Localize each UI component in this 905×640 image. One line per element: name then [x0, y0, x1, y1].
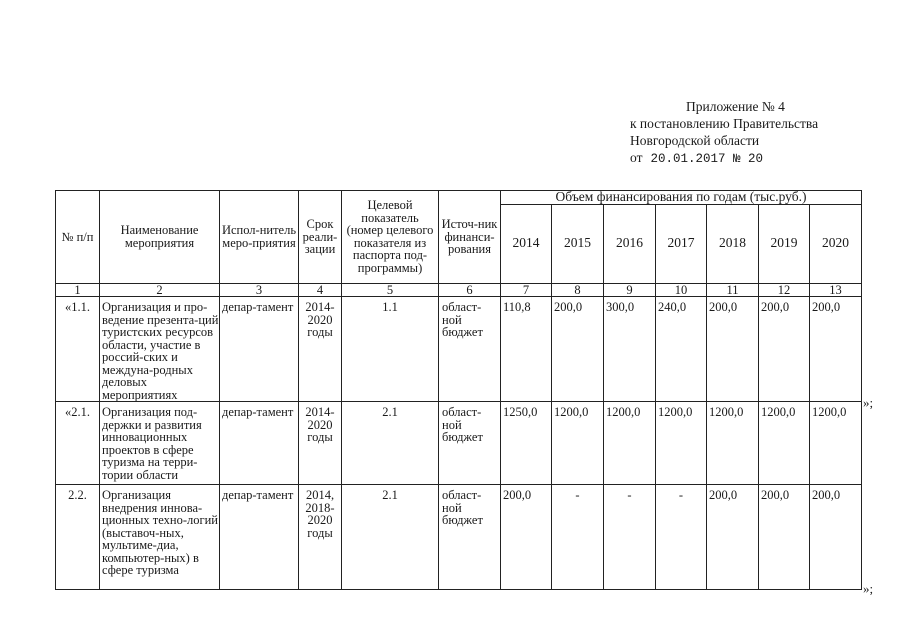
- row-name: Организация под-держки и развития инновационных проектов в сфере туризма на терри-тории области: [100, 402, 220, 485]
- row-executor: депар-тамент: [220, 297, 299, 402]
- row-term: 2014, 2018-2020 годы: [299, 485, 342, 590]
- col-header-num: № п/п: [56, 191, 100, 284]
- row-term: 2014-2020 годы: [299, 402, 342, 485]
- funding-value: 1200,0: [707, 402, 759, 485]
- funding-value: 200,0: [759, 297, 810, 402]
- row-indicator: 1.1: [342, 297, 439, 402]
- col-header-source: Источ-ник финанси-рования: [439, 191, 501, 284]
- appendix-title: Приложение № 4: [686, 99, 785, 114]
- column-number-row: [56, 283, 862, 297]
- funding-table: [55, 190, 862, 590]
- year-header: 2015: [552, 204, 604, 283]
- funding-value: 200,0: [810, 297, 862, 402]
- year-header: 2017: [656, 204, 707, 283]
- closing-quote-mark: »;: [863, 395, 874, 410]
- year-header: 2014: [501, 204, 552, 283]
- column-number: 5: [342, 283, 439, 297]
- funding-value: 1200,0: [656, 402, 707, 485]
- col-header-name: Наименование мероприятия: [100, 191, 220, 284]
- column-number: 3: [220, 283, 299, 297]
- row-number: «2.1.: [56, 402, 100, 485]
- year-header: 2016: [604, 204, 656, 283]
- row-number: 2.2.: [56, 485, 100, 590]
- column-number: 2: [100, 283, 220, 297]
- funding-value: 1200,0: [604, 402, 656, 485]
- appendix-region: Новгородской области: [630, 133, 760, 148]
- appendix-header: [630, 98, 818, 168]
- funding-value: 110,8: [501, 297, 552, 402]
- col-header-executor: Испол-нитель меро-приятия: [220, 191, 299, 284]
- year-header: 2020: [810, 204, 862, 283]
- funding-value: 1250,0: [501, 402, 552, 485]
- funding-value: 200,0: [552, 297, 604, 402]
- header-row-top: [56, 191, 862, 205]
- column-number: 12: [759, 283, 810, 297]
- column-number: 9: [604, 283, 656, 297]
- column-number: 4: [299, 283, 342, 297]
- date-prefix: от: [630, 150, 643, 165]
- column-number: 6: [439, 283, 501, 297]
- table-row: [56, 485, 862, 590]
- funding-value: 1200,0: [552, 402, 604, 485]
- funding-value: 1200,0: [759, 402, 810, 485]
- col-header-funding: Объем финансирования по годам (тыс.руб.): [501, 191, 862, 205]
- appendix-date: [630, 149, 818, 168]
- row-indicator: 2.1: [342, 402, 439, 485]
- row-term: 2014-2020 годы: [299, 297, 342, 402]
- column-number: 10: [656, 283, 707, 297]
- closing-quote-mark: »;: [863, 581, 874, 596]
- row-source: област-ной бюджет: [439, 402, 501, 485]
- funding-value: 200,0: [759, 485, 810, 590]
- date-value: 20.01.2017 № 20: [650, 152, 764, 166]
- year-header: 2019: [759, 204, 810, 283]
- row-name: Организация и про-ведение презента-ций туристских ресурсов области, участие в россий-ских и междуна-родных деловых мероприятиях: [100, 297, 220, 402]
- column-number: 13: [810, 283, 862, 297]
- column-number: 8: [552, 283, 604, 297]
- funding-value: 200,0: [810, 485, 862, 590]
- column-number: 11: [707, 283, 759, 297]
- funding-value: -: [552, 485, 604, 590]
- funding-value: 1200,0: [810, 402, 862, 485]
- row-number: «1.1.: [56, 297, 100, 402]
- column-number: 1: [56, 283, 100, 297]
- year-header: 2018: [707, 204, 759, 283]
- funding-value: 240,0: [656, 297, 707, 402]
- table-row: [56, 402, 862, 485]
- funding-value: 200,0: [707, 297, 759, 402]
- funding-value: -: [604, 485, 656, 590]
- funding-value: 200,0: [501, 485, 552, 590]
- funding-value: -: [656, 485, 707, 590]
- row-executor: депар-тамент: [220, 402, 299, 485]
- row-name: Организация внедрения иннова-ционных техно-логий (выставоч-ных, мультиме-диа, компьютер-ных) в сфере туризма: [100, 485, 220, 590]
- col-header-term: Срок реали-зации: [299, 191, 342, 284]
- row-indicator: 2.1: [342, 485, 439, 590]
- appendix-reference: к постановлению Правительства: [630, 116, 819, 131]
- row-source: област-ной бюджет: [439, 297, 501, 402]
- funding-value: 300,0: [604, 297, 656, 402]
- row-source: област-ной бюджет: [439, 485, 501, 590]
- row-executor: депар-тамент: [220, 485, 299, 590]
- funding-value: 200,0: [707, 485, 759, 590]
- col-header-indicator: Целевой показатель (номер целевого показателя из паспорта под-программы): [342, 191, 439, 284]
- table-row: [56, 297, 862, 402]
- column-number: 7: [501, 283, 552, 297]
